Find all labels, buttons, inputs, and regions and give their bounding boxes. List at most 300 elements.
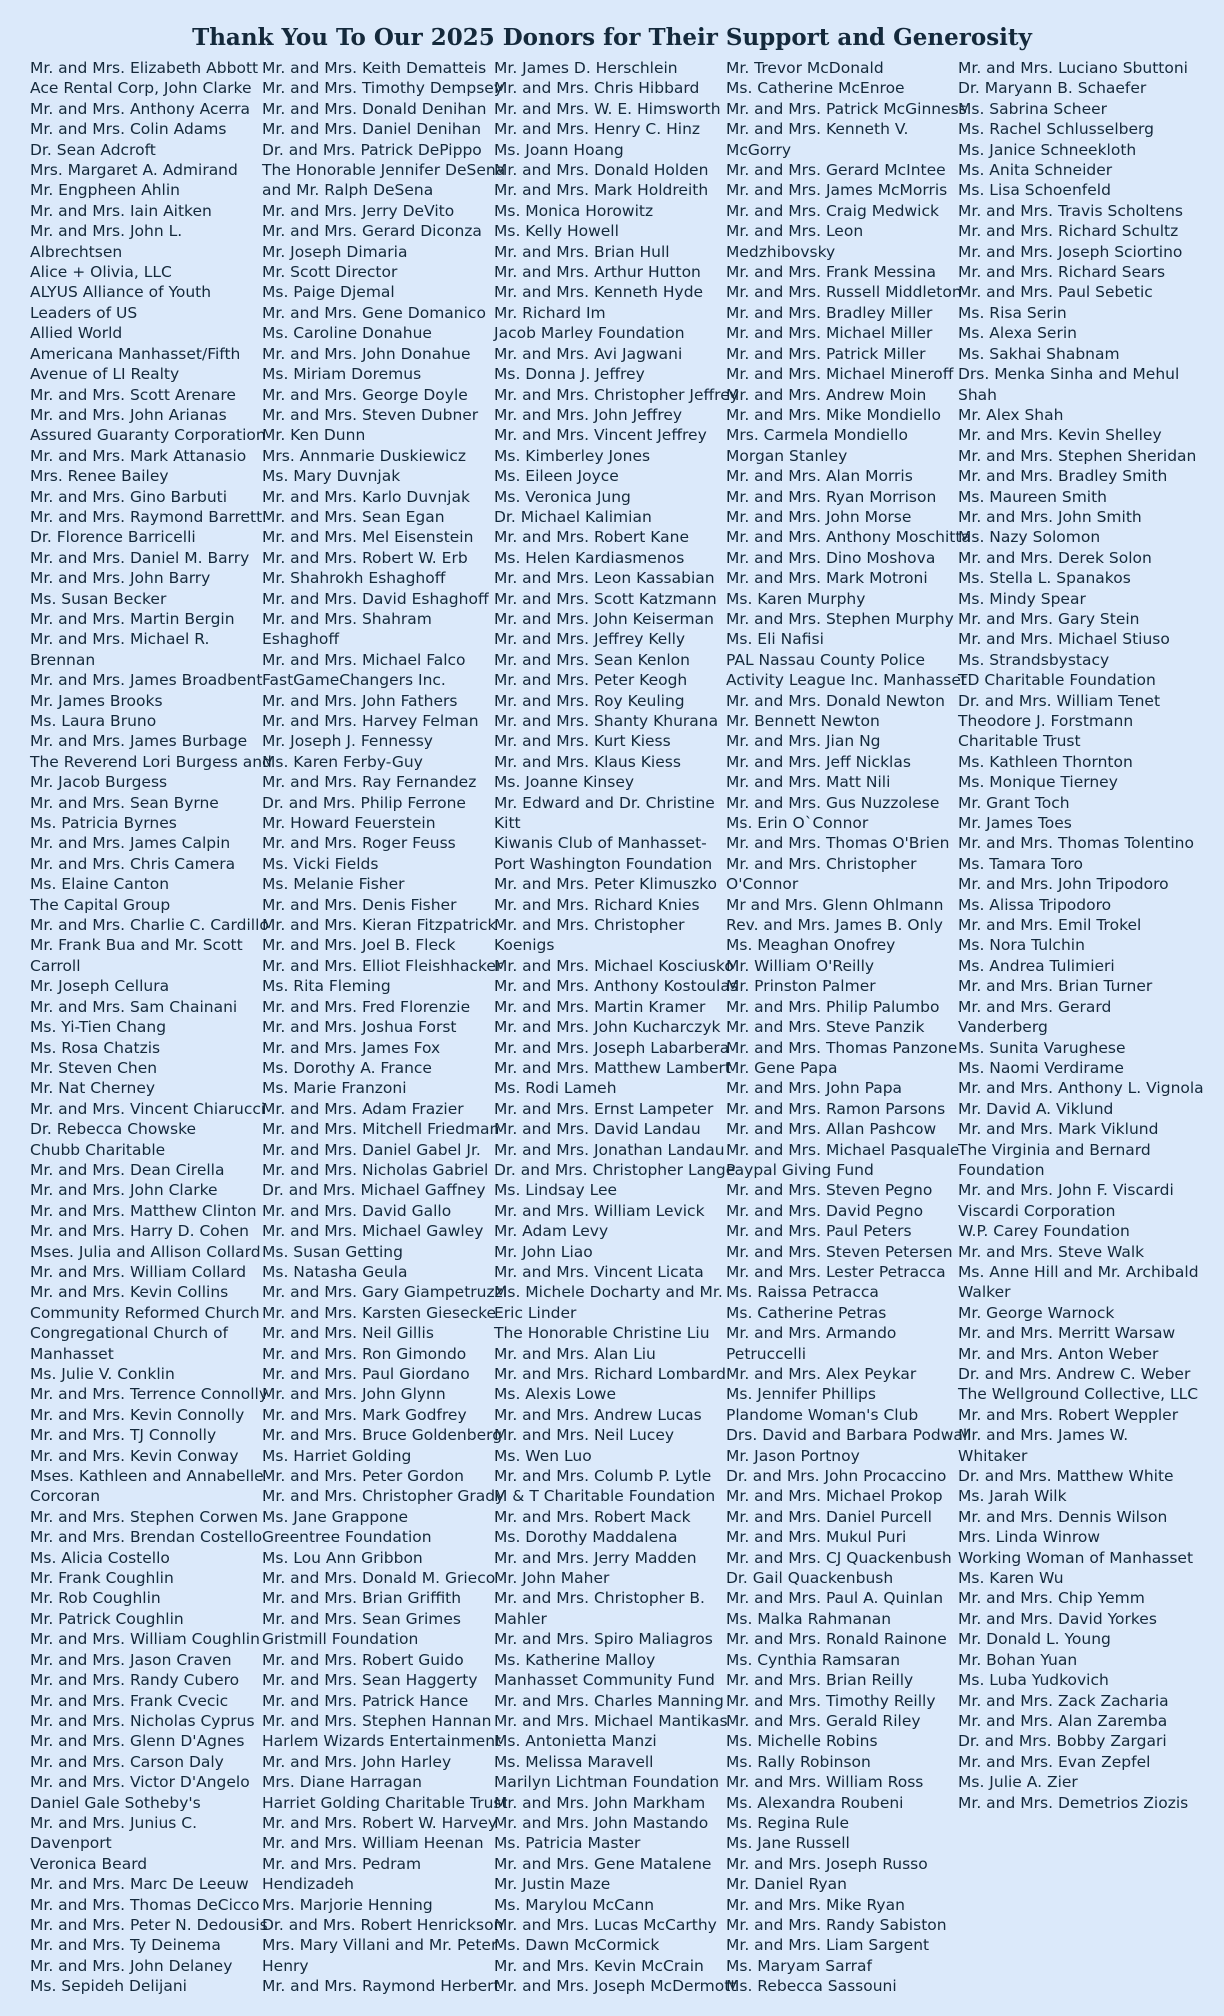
- donor-line: Mr. and Mrs. Ryan Morrison: [726, 487, 937, 506]
- donor-line: Mr. and Mrs. Richard Sears: [958, 263, 1166, 282]
- donor-line: Mr. and Mrs. Michael Mineroff: [726, 365, 954, 384]
- donor-line: Mr. and Mrs. Brian Hull: [494, 242, 670, 261]
- donor-line: Mrs. Annmarie Duskiewicz: [262, 446, 466, 465]
- donor-line: Mr. and Mrs. Victor D'Angelo: [30, 1773, 250, 1792]
- donor-line: Mr. and Mrs. Klaus Kiess: [494, 752, 681, 771]
- donor-line: Mr. John Liao: [494, 1242, 593, 1261]
- donor-line: Mr. and Mrs. Demetrios Ziozis: [958, 1793, 1189, 1812]
- donor-line: Mr. and Mrs. James W.: [958, 1426, 1129, 1445]
- donor-line: Kiwanis Club of Manhasset-: [494, 834, 707, 853]
- donor-line: Mr. and Mrs. Gary Stein: [958, 609, 1140, 628]
- donor-line: Mr. and Mrs. James Fox: [262, 1038, 441, 1057]
- donor-line: Mr. and Mrs. Leon: [726, 222, 864, 241]
- donor-line: Mr. Howard Feuerstein: [262, 814, 436, 833]
- donor-line: Ms. Alicia Costello: [30, 1548, 170, 1567]
- donor-line: Mr. and Mrs. Donald M. Grieco: [262, 1569, 496, 1588]
- donor-line: Mr. and Mrs. Robert Guido: [262, 1650, 464, 1669]
- donor-line: Mr. and Mrs. Joel B. Fleck: [262, 936, 456, 955]
- donor-line: Mr. and Mrs. John Jeffrey: [494, 405, 683, 424]
- donor-line: Mrs. Margaret A. Admirand: [30, 161, 238, 180]
- donor-line: Mr. and Mrs. Glenn D'Agnes: [30, 1732, 245, 1751]
- donor-line: Ms. Mindy Spear: [958, 589, 1086, 608]
- donor-line: The Virginia and Bernard: [958, 1140, 1151, 1159]
- donor-line: Walker: [958, 1283, 1011, 1302]
- donor-line: Ms. Joann Hoang: [494, 140, 624, 159]
- donor-line: Ms. Julie A. Zier: [958, 1773, 1078, 1792]
- donor-line: Ms. Melanie Fisher: [262, 875, 405, 894]
- donor-line: Carroll: [30, 956, 81, 975]
- donor-line: Mr. and Mrs. Sean Kenlon: [494, 650, 690, 669]
- donor-line: Mr. and Mrs. Martin Bergin: [30, 609, 235, 628]
- donor-line: Mr. and Mrs. Martin Kramer: [494, 997, 706, 1016]
- donor-line: Mr. and Mrs. John Morse: [726, 507, 912, 526]
- donor-line: Mr. and Mrs. Marc De Leeuw: [30, 1875, 249, 1894]
- donor-line: Mr. and Mrs. Shanty Khurana: [494, 712, 719, 730]
- donor-line: The Reverend Lori Burgess and: [30, 752, 272, 771]
- donor-line: Mr. James Brooks: [30, 691, 163, 710]
- donor-line: Mr. and Mrs. Ty Deinema: [30, 1936, 221, 1955]
- donor-line: Mr. and Mrs. Henry C. Hinz: [494, 120, 701, 139]
- donor-line: Mr. and Mrs. Kevin Shelley: [958, 426, 1162, 445]
- donor-line: Mr. and Mrs. Dino Moshova: [726, 548, 936, 567]
- donor-line: Mr. Gene Papa: [726, 1058, 838, 1077]
- donor-line: Dr. Michael Kalimian: [494, 507, 652, 526]
- donor-line: Mr. and Mrs. John Keiserman: [494, 609, 714, 628]
- donor-line: Petruccelli: [726, 1344, 807, 1363]
- donor-line: Medzhibovsky: [726, 242, 836, 261]
- donor-line: Mr. and Mrs. John Kucharczyk: [494, 1018, 721, 1037]
- donor-line: Mr. and Mrs. Stephen Sheridan: [958, 446, 1197, 465]
- donor-line: Mr. and Mrs. Gerard: [958, 997, 1112, 1016]
- donor-line: Mrs. Renee Bailey: [30, 467, 169, 486]
- donor-line: Mr. Justin Maze: [494, 1875, 611, 1894]
- donor-line: McGorry: [726, 140, 792, 159]
- donor-column-1: [30, 58, 272, 1997]
- donor-line: Mr. Patrick Coughlin: [30, 1609, 184, 1628]
- donor-line: Mr. and Mrs. Randy Cubero: [30, 1671, 240, 1690]
- donor-line: Mr. and Mrs. Thomas Panzone: [726, 1038, 958, 1057]
- donor-line: Ms. Meaghan Onofrey: [726, 936, 896, 955]
- donor-line: Mr. and Mrs. Paul Peters: [726, 1222, 912, 1241]
- donor-line: Ms. Kimberley Jones: [494, 446, 651, 465]
- donor-line: Mr. Bennett Newton: [726, 712, 880, 730]
- donor-line: Mr. and Mrs. Christopher Grady: [262, 1487, 505, 1506]
- donor-line: Ms. Alexandra Roubeni: [726, 1793, 904, 1812]
- donor-line: Mr. and Mrs. Ronald Rainone: [726, 1630, 947, 1649]
- donor-line: Ms. Raissa Petracca: [726, 1283, 879, 1302]
- donor-line: Mr. and Mrs. Dennis Wilson: [958, 1507, 1168, 1526]
- donor-line: Mr. and Mrs. Dean Cirella: [30, 1160, 225, 1179]
- donor-line: Ms. Rachel Schlusselberg: [958, 120, 1154, 139]
- donor-line: Mr. and Mrs. Michael Pasquale: [726, 1140, 960, 1159]
- donor-line: Drs. David and Barbara Podwall: [726, 1426, 972, 1445]
- donor-line: Mr. and Mrs. John F. Viscardi: [958, 1181, 1174, 1200]
- donor-line: Ms. Naomi Verdirame: [958, 1058, 1124, 1077]
- donor-line: Ms. Catherine McEnroe: [726, 79, 905, 98]
- donor-line: FastGameChangers Inc.: [262, 671, 446, 690]
- donor-line: Ms. Caroline Donahue: [262, 324, 432, 343]
- donor-line: Ms. Rosa Chatzis: [30, 1038, 161, 1057]
- donor-line: Ms. Marie Franzoni: [262, 1079, 407, 1098]
- donor-line: Mr. and Mrs. Shahram: [262, 609, 432, 628]
- donor-line: Ms. Eileen Joyce: [494, 467, 619, 486]
- donor-line: Henry: [262, 1956, 309, 1975]
- donor-line: Ms. Anita Schneider: [958, 161, 1113, 180]
- donor-line: Dr. Maryann B. Schaefer: [958, 79, 1147, 98]
- donor-line: Ms. Melissa Maravell: [494, 1752, 654, 1771]
- donor-line: Foundation: [958, 1160, 1045, 1179]
- donor-line: Marilyn Lichtman Foundation: [494, 1773, 720, 1792]
- donor-line: Mr. Prinston Palmer: [726, 977, 876, 996]
- donor-line: Mr. and Mrs. Christopher Jeffrey: [494, 385, 739, 404]
- donor-line: Mr. and Mrs. Robert Weppler: [958, 1405, 1179, 1424]
- donor-line: Mr. and Mrs. Merritt Warsaw: [958, 1324, 1176, 1343]
- donor-line: Ms. Sunita Varughese: [958, 1038, 1126, 1057]
- donor-line: Leaders of US: [30, 303, 138, 322]
- donor-line: Ms. Veronica Jung: [494, 487, 631, 506]
- donor-line: Dr. and Mrs. Christopher Lange: [494, 1160, 736, 1179]
- donor-line: Jacob Marley Foundation: [494, 324, 685, 343]
- donor-line: Ms. Joanne Kinsey: [494, 773, 635, 792]
- donor-line: Ms. Stella L. Spanakos: [958, 569, 1131, 588]
- donor-line: Mr. and Mrs. John Markham: [494, 1793, 706, 1812]
- donor-line: Mr. and Mrs. Anthony Acerra: [30, 99, 251, 118]
- donor-line: Mr. and Mrs. Scott Katzmann: [494, 589, 717, 608]
- donor-line: Mr. and Mrs. Vincent Chiarucci: [30, 1099, 266, 1118]
- donor-line: Mr. and Mrs. Matthew Lambert: [494, 1058, 731, 1077]
- donor-line: Mr. and Mrs. John Smith: [958, 507, 1142, 526]
- donor-line: Dr. and Mrs. John Procaccino: [726, 1467, 947, 1486]
- donor-line: Mr. and Mrs. Ramon Parsons: [726, 1099, 946, 1118]
- donor-line: Shah: [958, 385, 997, 404]
- donor-line: Mr. and Mrs. Gerald Riley: [726, 1711, 921, 1730]
- donor-line: Mr. and Mrs. CJ Quackenbush: [726, 1548, 952, 1567]
- page-title: Thank You To Our 2025 Donors for Their Support and Generosity: [192, 24, 1032, 51]
- donor-line: Mr. and Mrs. Michael Falco: [262, 650, 466, 669]
- donor-line: Mr. and Mrs. Joseph Sciortino: [958, 242, 1183, 261]
- donor-line: Mr. and Mrs. Jonathan Landau: [494, 1140, 725, 1159]
- donor-line: Mr. and Mrs. David Eshaghoff: [262, 589, 489, 608]
- donor-line: Mr. and Mrs. Alex Peykar: [726, 1365, 917, 1383]
- donor-line: Ms. Catherine Petras: [726, 1303, 887, 1322]
- donor-line: Mrs. Linda Winrow: [958, 1528, 1101, 1547]
- donor-line: Mr. Grant Toch: [958, 793, 1070, 812]
- donor-line: Allied World: [30, 324, 123, 343]
- donor-line: Mr. and Mrs. Alan Liu: [494, 1344, 656, 1363]
- donor-line: Dr. Gail Quackenbush: [726, 1569, 894, 1588]
- donor-line: TD Charitable Foundation: [958, 671, 1156, 690]
- donor-line: Mr. and Mrs. John Donahue: [262, 344, 471, 363]
- donor-line: Mr. and Mrs. Richard Knies: [494, 895, 700, 914]
- donor-line: Mr. and Mrs. Karsten Giesecke: [262, 1303, 497, 1322]
- donor-line: Mr. and Mrs. Mitchell Friedman: [262, 1120, 500, 1139]
- donor-line: Mr. and Mrs. Anthony Moschitta: [726, 528, 971, 547]
- donor-line: Corcoran: [30, 1487, 101, 1506]
- donor-line: Ms. Sepideh Delijani: [30, 1977, 187, 1996]
- donor-line: Mr. and Mrs. John L.: [30, 222, 183, 241]
- donor-line: Vanderberg: [958, 1018, 1048, 1037]
- donor-line: Ms. Dawn McCormick: [494, 1936, 660, 1955]
- donor-line: Theodore J. Forstmann: [958, 712, 1134, 730]
- donor-line: Ms. Lindsay Lee: [494, 1181, 618, 1200]
- donor-line: Mr. Jacob Burgess: [30, 773, 168, 792]
- donor-line: Gristmill Foundation: [262, 1630, 419, 1649]
- donor-line: Mr. and Mrs. David Gallo: [262, 1201, 452, 1220]
- donor-line: Dr. and Mrs. Philip Ferrone: [262, 793, 466, 812]
- donor-line: The Wellground Collective, LLC: [958, 1385, 1199, 1404]
- donor-line: Mr. and Mrs. Neil Gillis: [262, 1324, 434, 1343]
- donor-line: Mr. and Mrs. Thomas Tolentino: [958, 834, 1194, 853]
- donor-line: Community Reformed Church: [30, 1303, 260, 1322]
- donor-line: Dr. and Mrs. Robert Henrickson: [262, 1915, 504, 1934]
- donor-line: Mr. and Mrs. Raymond Barrett: [30, 507, 263, 526]
- donor-line: Mr. and Mrs. Avi Jagwani: [494, 344, 683, 363]
- donor-line: Ms. Helen Kardiasmenos: [494, 548, 685, 567]
- donor-line: Davenport: [30, 1834, 112, 1853]
- donor-column-4: [726, 58, 972, 1997]
- donor-line: Ms. Rally Robinson: [726, 1752, 871, 1771]
- donor-line: Alice + Olivia, LLC: [30, 263, 172, 282]
- donor-line: Ms. Monique Tierney: [958, 773, 1118, 792]
- donor-line: Mr. and Mrs. Steven Dubner: [262, 405, 479, 424]
- donor-line: Mr. and Mrs. Brendan Costello: [30, 1528, 263, 1547]
- donor-line: Mr. and Mrs. Harry D. Cohen: [30, 1222, 249, 1241]
- donor-line: Ms. Marylou McCann: [494, 1895, 655, 1914]
- donor-line: Ms. Sakhai Shabnam: [958, 344, 1120, 363]
- donor-line: Mr. and Mrs. Christopher: [726, 854, 917, 873]
- donor-line: Mr. and Mrs. William Collard: [30, 1262, 247, 1281]
- donor-line: Brennan: [30, 650, 96, 669]
- donor-line: Mr. Bohan Yuan: [958, 1650, 1078, 1669]
- donor-line: Mr. Shahrokh Eshaghoff: [262, 569, 446, 588]
- donor-line: Mr. and Mrs. Christopher B.: [494, 1589, 705, 1608]
- donor-line: Mr. and Mrs. Derek Solon: [958, 548, 1152, 567]
- donor-line: Mr. and Mrs. Sean Byrne: [30, 793, 219, 812]
- donor-line: Mr. and Mrs. Donald Holden: [494, 161, 709, 180]
- donor-line: Mr. and Mrs. Timothy Reilly: [726, 1691, 936, 1710]
- donor-line: Mr. and Mrs. Harvey Felman: [262, 712, 479, 730]
- donor-line: Mr. and Mrs. Armando: [726, 1324, 897, 1343]
- donor-line: Ms. Luba Yudkovich: [958, 1671, 1109, 1690]
- donor-line: Ms. Cynthia Ramsaran: [726, 1650, 901, 1669]
- donor-line: Mr. Jason Portnoy: [726, 1446, 860, 1465]
- donor-line: Ms. Rita Fleming: [262, 977, 391, 996]
- donor-line: Mr. and Mrs. Jian Ng: [726, 732, 881, 751]
- donor-line: Mr. and Mrs. Emil Trokel: [958, 916, 1142, 935]
- donor-line: Mr. and Mrs. Elizabeth Abbott: [30, 59, 259, 77]
- donor-line: Ms. Karen Wu: [958, 1569, 1064, 1588]
- donor-line: Mr. and Mrs. David Landau: [494, 1120, 701, 1139]
- donor-line: Mr. and Mrs. Neil Lucey: [494, 1426, 675, 1445]
- donor-line: Greentree Foundation: [262, 1528, 432, 1547]
- donor-line: Ms. Wen Luo: [494, 1446, 592, 1465]
- donor-line: Dr. and Mrs. Michael Gaffney: [262, 1181, 486, 1200]
- donor-line: Harlem Wizards Entertainment: [262, 1732, 502, 1751]
- donor-column-3: [494, 58, 739, 1997]
- donor-line: Mr. and Mrs. Jeffrey Kelly: [494, 630, 686, 649]
- donor-line: Ms. Lou Ann Gribbon: [262, 1548, 423, 1567]
- donor-line: Mr. and Mrs. Daniel Gabel Jr.: [262, 1140, 481, 1159]
- donor-line: Mr. and Mrs. Scott Arenare: [30, 385, 236, 404]
- donor-line: Mr. and Mrs. W. E. Himsworth: [494, 99, 721, 118]
- donor-line: Mr. and Mrs. Robert W. Harvey: [262, 1813, 498, 1832]
- donor-line: Mr. and Mrs. Gene Domanico: [262, 303, 486, 322]
- donor-line: Ms. Donna J. Jeffrey: [494, 365, 645, 384]
- donor-line: Mr. and Mrs. Kieran Fitzpatrick: [262, 916, 497, 935]
- donor-line: PAL Nassau County Police: [726, 650, 926, 669]
- donor-line: Mr. Adam Levy: [494, 1222, 609, 1241]
- donor-line: Congregational Church of: [30, 1324, 229, 1343]
- donor-line: Ms. Rodi Lameh: [494, 1079, 617, 1098]
- donor-line: Ms. Paige Djemal: [262, 283, 395, 302]
- donor-line: Mr. and Mrs. Michael Kosciusko: [494, 956, 734, 975]
- donor-line: Mr. and Mrs. Joshua Forst: [262, 1018, 457, 1037]
- donor-line: Dr. and Mrs. Patrick DePippo: [262, 140, 482, 159]
- donor-line: Mr. and Mrs. Vincent Jeffrey: [494, 426, 707, 445]
- donor-line: Mr. and Mrs. Junius C.: [30, 1813, 198, 1832]
- donor-line: Mr. and Mrs. Joseph Labarbera: [494, 1038, 730, 1057]
- donor-line: Mr. and Mrs. Michael Mantikas: [494, 1711, 728, 1730]
- donor-line: Mr. and Mrs. Kevin Conway: [30, 1446, 239, 1465]
- donor-line: Ms. Kathleen Thornton: [958, 752, 1133, 771]
- donor-line: Mr. and Mrs. Chris Hibbard: [494, 79, 700, 98]
- donor-line: Ms. Jane Russell: [726, 1834, 850, 1853]
- donor-line: Mr. and Mrs. Brian Turner: [958, 977, 1153, 996]
- donor-line: Mr. and Mrs. Peter N. Dedousis: [30, 1915, 268, 1934]
- donor-line: Mr. and Mrs. Patrick McGinness: [726, 99, 967, 118]
- donor-line: Mr. and Mrs. Lester Petracca: [726, 1262, 946, 1281]
- donor-line: Mr. and Mrs. John Fathers: [262, 691, 458, 710]
- donor-line: Mr. and Mrs. Steve Walk: [958, 1242, 1145, 1261]
- donor-line: Ms. Lisa Schoenfeld: [958, 181, 1111, 200]
- donor-line: Mr. and Mrs. Gerard Diconza: [262, 222, 482, 241]
- donor-line: Mr. and Mrs. Andrew Moin: [726, 385, 927, 404]
- donor-line: Mr. John Maher: [494, 1569, 610, 1588]
- donor-line: Mr. Alex Shah: [958, 405, 1064, 424]
- donor-line: Ms. Tamara Toro: [958, 854, 1083, 873]
- donor-line: and Mr. Ralph DeSena: [262, 181, 434, 200]
- donor-line: Mahler: [494, 1609, 547, 1628]
- donor-line: Mr. and Mrs. Steve Panzik: [726, 1018, 925, 1037]
- donor-line: The Capital Group: [30, 895, 171, 914]
- donor-line: W.P. Carey Foundation: [958, 1222, 1130, 1241]
- donor-line: Mrs. Carmela Mondiello: [726, 426, 908, 445]
- donor-line: Ms. Sabrina Scheer: [958, 99, 1108, 118]
- donor-line: Ms. Janice Schneekloth: [958, 140, 1137, 159]
- donor-line: Dr. and Mrs. Bobby Zargari: [958, 1732, 1167, 1751]
- donor-line: Mr. and Mrs. Steven Petersen: [726, 1242, 953, 1261]
- donor-line: Mr. Donald L. Young: [958, 1630, 1111, 1649]
- donor-line: Mr. and Mrs. John Arianas: [30, 405, 227, 424]
- donor-line: Manhasset: [30, 1344, 114, 1363]
- donor-column-5: [958, 58, 1224, 1997]
- donor-line: Mr. and Mrs. Donald Newton: [726, 691, 945, 710]
- donor-line: Mr. and Mrs. Timothy Dempsey: [262, 79, 504, 98]
- donor-line: Mr. and Mrs. Michael Prokop: [726, 1487, 943, 1506]
- donor-line: Mr. Nat Cherney: [30, 1079, 156, 1098]
- donor-line: Mr. and Mrs. Paul Sebetic: [958, 283, 1153, 302]
- donor-line: Mr. and Mrs. Terrence Connolly: [30, 1385, 269, 1404]
- donor-line: Mr. James D. Herschlein: [494, 59, 678, 77]
- donor-line: Mr. James Toes: [958, 814, 1072, 833]
- donor-line: Ms. Alexis Lowe: [494, 1385, 617, 1404]
- donor-line: Mr. and Mrs. Thomas DeCicco: [30, 1895, 260, 1914]
- donor-line: Mr. and Mrs. Matthew Clinton: [30, 1201, 257, 1220]
- donor-line: Mr. and Mrs. Anthony Kostoulas: [494, 977, 738, 996]
- donor-line: Veronica Beard: [30, 1854, 148, 1873]
- donor-line: Mr. and Mrs. Denis Fisher: [262, 895, 457, 914]
- donor-line: Mr. and Mrs. Joseph Russo: [726, 1854, 928, 1873]
- donor-line: Mr. and Mrs. Luciano Sbuttoni: [958, 59, 1188, 77]
- donor-line: Mr. and Mrs. Michael Stiuso: [958, 630, 1170, 649]
- donor-line: Mr. and Mrs. Stephen Murphy: [726, 609, 954, 628]
- donor-line: Ms. Katherine Malloy: [494, 1650, 656, 1669]
- donor-line: Ms. Eli Nafisi: [726, 630, 824, 649]
- donor-line: Mr. and Mrs. Richard Schultz: [958, 222, 1179, 241]
- donor-line: The Honorable Christine Liu: [494, 1324, 710, 1343]
- donor-line: Americana Manhasset/Fifth: [30, 344, 241, 363]
- donor-line: Dr. and Mrs. Andrew C. Weber: [958, 1365, 1191, 1383]
- donor-line: Mr. and Mrs. Bradley Smith: [958, 467, 1168, 486]
- donor-line: Plandome Woman's Club: [726, 1405, 919, 1424]
- donor-line: Mr. and Mrs. Jerry Madden: [494, 1548, 697, 1567]
- donor-line: Mr. and Mrs. Kenneth Hyde: [494, 283, 704, 302]
- donor-line: Mr. Daniel Ryan: [726, 1875, 847, 1894]
- donor-line: M & T Charitable Foundation: [494, 1487, 716, 1506]
- donor-line: Dr. Florence Barricelli: [30, 528, 196, 547]
- donor-line: Mr. and Mrs. Mark Holdreith: [494, 181, 709, 200]
- donor-line: Mrs. Marjorie Henning: [262, 1895, 433, 1914]
- donor-line: Ms. Susan Becker: [30, 589, 167, 608]
- donor-line: Mr. and Mrs. Ernst Lampeter: [494, 1099, 714, 1118]
- donor-line: Mr. and Mrs. Kevin McCrain: [494, 1956, 704, 1975]
- donor-line: Mr. and Mrs. John Mastando: [494, 1813, 709, 1832]
- donor-line: Mr. William O'Reilly: [726, 956, 875, 975]
- donor-line: Mr. Steven Chen: [30, 1058, 158, 1077]
- donor-line: Ms. Susan Getting: [262, 1242, 403, 1261]
- donor-line: Mr. and Mrs. James McMorris: [726, 181, 948, 200]
- donor-line: Ms. Alissa Tripodoro: [958, 895, 1112, 914]
- donor-line: Mr. and Mrs. Donald Denihan: [262, 99, 487, 118]
- donor-line: Mr and Mrs. Glenn Ohlmann: [726, 895, 944, 914]
- donor-line: O'Connor: [726, 875, 799, 894]
- donor-line: Hendizadeh: [262, 1875, 354, 1894]
- donor-line: Mr. Trevor McDonald: [726, 59, 884, 77]
- donor-line: Mr. and Mrs. Kevin Connolly: [30, 1405, 245, 1424]
- donor-line: Mr. and Mrs. Mike Mondiello: [726, 405, 941, 424]
- donor-line: Mr. Edward and Dr. Christine: [494, 793, 715, 812]
- donor-line: Ms. Risa Serin: [958, 303, 1067, 322]
- donor-line: Ace Rental Corp, John Clarke: [30, 79, 252, 98]
- donor-line: Mr. and Mrs. Jerry DeVito: [262, 201, 455, 220]
- donor-line: Mr. and Mrs. Christopher: [494, 916, 685, 935]
- donor-line: Mr. and Mrs. James Calpin: [30, 834, 231, 853]
- donor-line: Ms. Mary Duvnjak: [262, 467, 401, 486]
- donor-line: Ms. Maureen Smith: [958, 487, 1107, 506]
- donor-line: Mr. Scott Director: [262, 263, 398, 282]
- donor-line: Mr. and Mrs. John Delaney: [30, 1956, 233, 1975]
- donor-line: Mr. and Mrs. Paul A. Quinlan: [726, 1589, 944, 1608]
- donor-line: Mr. and Mrs. Nicholas Cyprus: [30, 1711, 255, 1730]
- donor-line: Mr. and Mrs. James Burbage: [30, 732, 248, 751]
- donor-line: Mr. and Mrs. Chip Yemm: [958, 1589, 1145, 1608]
- donor-line: Mrs. Diane Harragan: [262, 1773, 422, 1792]
- donor-line: Mr. Frank Bua and Mr. Scott: [30, 936, 243, 955]
- donor-line: Mr. and Mrs. Robert W. Erb: [262, 548, 468, 567]
- donor-line: Port Washington Foundation: [494, 854, 713, 873]
- donor-line: Mr. and Mrs. Thomas O'Brien: [726, 834, 950, 853]
- donor-line: Eric Linder: [494, 1303, 577, 1322]
